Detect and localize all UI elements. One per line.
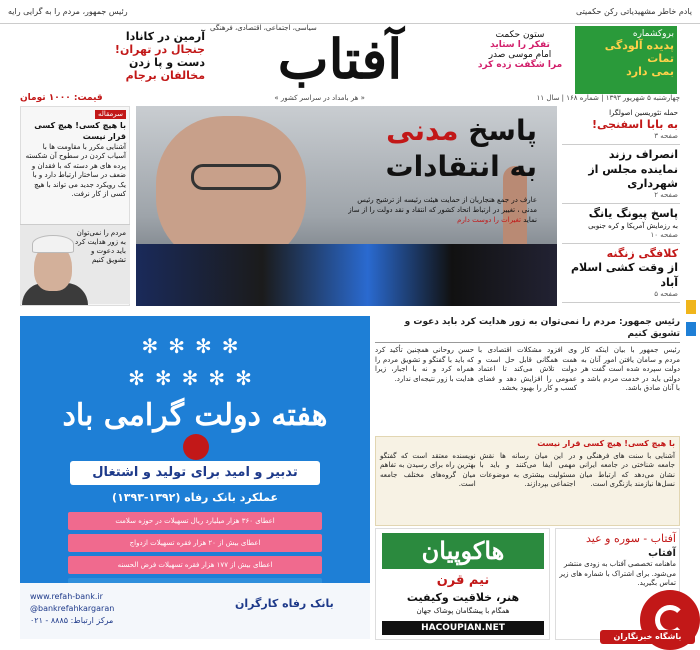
headline-word-a: پاسخ [468,114,537,147]
article-col: حسن روحانی همچنین تأکید کرد که باید با گفتگو و تشویق مردم را همراه کرد و نه با اجبار، زیرا هدایت با زور نتیجه‌ای ندارد. [375,346,474,383]
right-news-item[interactable] [562,204,680,243]
opinion-columns [376,452,679,490]
right-news-lead: کلافگی زنگنه [606,246,678,260]
ad-row: اعطای ۳۶۰ هزار میلیارد ریال تسهیلات در حوزه سلامت [68,512,322,530]
right-news-main: به بابا اسفنجی! [591,118,678,132]
ad-ribbon: تدبیر و امید برای تولید و اشتغال [70,461,320,485]
right-news-page: صفحه ۵ [654,289,678,298]
rouhani-caption: مردم را نمی‌توان به زور هدایت کرد باید دعوت و تشویق کنیم [75,229,126,265]
article-head: رئیس جمهور: مردم را نمی‌توان به زور هدایت کرد باید دعوت و تشویق کنیم [375,316,680,343]
opinion-col: در این میان رسانه ها نقش مهمی ایفا می‌کنند و باید با مسئولیت بیشتری به موضوعات اجتماعی بپردازند. [479,451,576,489]
hacoupian-sale: نیم قرن [436,573,490,588]
top-strip-left: رئیس جمهور، مردم را به گرایی رایه [8,7,128,16]
header-tagline: سیاسی، اجتماعی، اقتصادی، فرهنگی [210,24,317,32]
article-col: رئیس جمهور با بیان اینکه کار مردم و سامان یافتن امور آنان به دولت سپرده شده است گفت هر دولتی باید در خدمت مردم باشد و با آنان صادق باشد. [581,346,680,393]
right-news-lead: حمله تئوریسین اصولگرا [609,109,678,117]
right-news-page: صفحه ۱۰ [650,230,678,239]
yellow-marker [686,300,696,314]
right-news-main: نماینده مجلس از شهرداری [588,162,678,191]
right-news-item[interactable] [562,244,680,303]
ad-contact [30,591,114,627]
green-box-line4: بمی دارد [626,65,674,78]
right-news-lead: پاسخ پیونگ یانگ [588,207,678,221]
right-news-page: صفحه ۳ [654,132,678,141]
right-news-item[interactable] [562,106,680,145]
editorial-head: با هیچ کسی! هیچ کسی قرار نیست [34,121,126,142]
ad-emblem-icon [183,434,209,460]
right-news-lead: انصراف رزند [608,148,678,162]
center-box-line1: ستون حکمت [495,30,545,40]
opinion-col: آشنایی با سنت های فرهنگی و جامعه شناختی در جامعه ایرانی نشان می‌دهد که ارتباط میان نسل‌ها نیازمند بازنگری است. [579,451,675,489]
left-box-line2: جنجال در تهران! [114,43,205,56]
watermark-text: باشگاه خبرنگاران [600,630,695,644]
main-story-lead [347,196,537,225]
center-box-line3: امام موسی صدر [488,50,552,60]
magazine-head: آفتاب [648,547,676,559]
decorative-flowers-icon: ✻✻✻✻ ✻✻✻✻✻ [128,334,262,390]
header-left-box[interactable] [20,30,205,86]
center-box-line2: تفکر را ستاید [490,40,550,50]
ad-performance: عملکرد بانک رفاه (۱۳۹۲-۱۳۹۳) [112,491,278,504]
top-strip-right: یادم خاطر مشهیدیاتی رکن حکمیتی [575,7,692,16]
left-box-line4: مخالفان برجام [125,69,205,82]
main-story-photo[interactable] [136,106,557,306]
article-col: وی افزود مشکلات اقتصادی با همت همگانی قابل حل است و دولت تلاش می‌کند تا اعتماد عمومی را افزایش دهد و فضای کسب و کار را بهبود بخشد. [478,346,577,393]
ad-social[interactable]: @bankrefahkargaran [30,604,115,613]
lead-text: عارف در جمع هنجاریان از حمایت هیئت رئیسه از ترشیح رئیس مدنی ، تغییر در ارتباط اتحاد کشور که انتقاد و نقد دولت را از ساز نماید [348,196,537,224]
main-headline-line2: به انتقادات [385,150,537,183]
lead-red-text: تغیرات را دوست دارم [457,215,521,224]
hacoupian-ad[interactable] [375,528,550,640]
magazine-title: آفتاب - سوره و عید [586,532,676,545]
right-news-main: از وقت کشی اسلام آباد [571,261,678,289]
right-news-page: صفحه ۲ [654,191,678,200]
right-news-column [562,106,680,306]
ad-bank-name: بانک رفاه کارگران [235,597,334,610]
ad-footer [20,583,370,639]
green-box-line2: پدیده آلودگی [604,39,674,52]
issue-date: چهارشنبه ۵ شهریور ۱۳۹۳ | شماره ۱۶۸ | سال ۱۱ [536,94,680,102]
green-box-line1: بروکشماره [632,29,674,39]
opinion-head: با هیچ کسی! هیچ کسی قرار نیست [537,439,675,448]
ad-row: اعطای بیش از ۲۰ هزار فقره تسهیلات ازدواج [68,534,322,552]
refah-bank-ad[interactable] [20,316,370,639]
editorial-tag: سرمقاله [95,110,126,119]
magazine-body: ماهنامه تخصصی آفتاب به زودی منتشر می‌شود. برای اشتراک با شماره های زیر تماس بگیرید. [559,560,676,588]
editorial-body: آشنایی مکرر با مقاومت ها با آسیاب کردن در سطوح آن شکسته پرده های هر دسته که با فقدان و ضعف در ساختار ارتباط دارد و با یک رویکرد جدید می تواند با هیچ کسی از کار نرفت. [25,143,126,199]
ad-site-link[interactable]: www.refah-bank.ir [30,592,103,601]
opinion-box[interactable] [375,436,680,526]
opinion-col: نویسنده معتقد است که گفتگو بهترین راه برای رسیدن به تفاهم میان گروه‌های مختلف جامعه است. [379,451,476,489]
header-center-box[interactable] [470,30,570,90]
ad-row: اعطای بیش از ۱۷۷ هزار فقره تسهیلات فرض الحسنه [68,556,322,574]
right-margin [680,24,700,650]
hacoupian-line2: همگام با پیشگامان پوشاک جهان [416,607,510,615]
microphones-image [136,244,557,306]
top-strip [0,0,700,24]
hacoupian-logo: هاکوپیان [382,533,544,569]
ad-slogan: هفته دولت گرامی باد [62,398,328,433]
hacoupian-line1: هنر، خلاقیت وکیفیت [406,591,520,604]
watermark [600,590,700,650]
headline-word-red: مدنی [386,114,459,147]
date-bar [20,92,680,104]
header-green-box[interactable] [575,26,677,94]
hacoupian-url[interactable]: HACOUPIAN.NET [382,621,544,635]
article-columns [375,346,680,393]
speaker-glasses-image [191,164,281,190]
newspaper-logo: آفتاب [277,27,403,91]
left-box-line1: آرمین در کانادا [125,30,205,43]
ad-phone: مرکز ارتباط: ۸۸۸۵ - ۰۲۱ [30,616,114,625]
right-news-item[interactable] [562,145,680,204]
left-box-line3: دست و پا زدن [128,56,205,69]
rouhani-turban-image [32,235,74,253]
right-news-main: به رزمایش آمریکا و کره جنوبی [588,221,678,230]
left-margin [0,24,20,650]
main-headline-line1 [386,114,537,147]
rouhani-teaser[interactable] [20,224,130,304]
blue-marker [686,322,696,336]
issue-price: قیمت: ۱۰۰۰ تومان [20,93,103,103]
slogan-top: « هر بامداد در سراسر کشور » [274,94,365,102]
center-box-line4: مرا شگفت زده کرد [477,60,563,70]
green-box-line3: تمات [647,52,674,65]
main-article[interactable] [375,316,680,436]
